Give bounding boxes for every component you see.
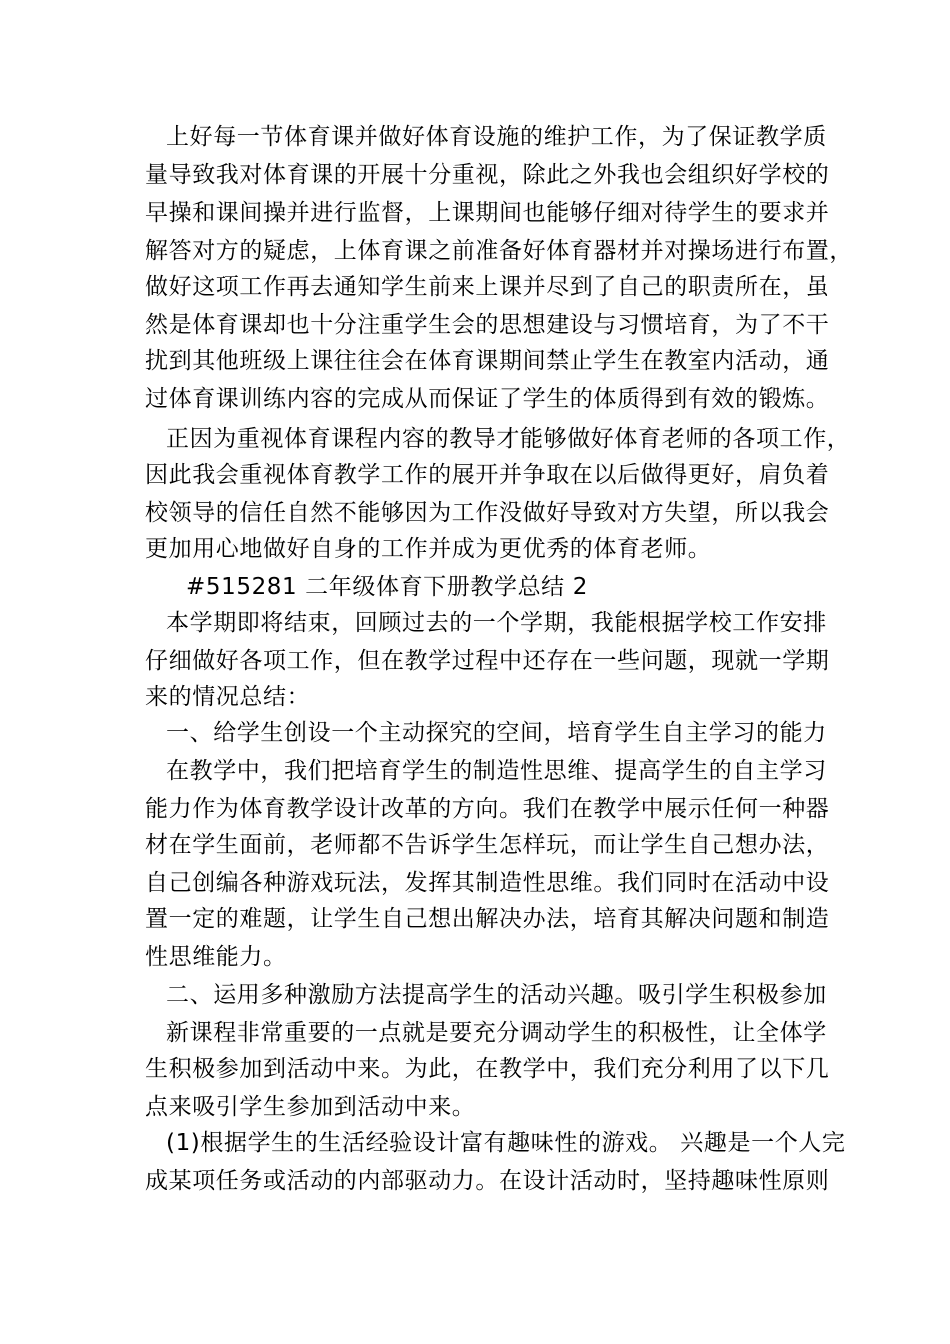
text-line: 校领导的信任自然不能够因为工作没做好导致对方失望，所以我会 [145, 500, 830, 526]
text-line: 解答对方的疑虑，上体育课之前准备好体育器材并对操场进行布置， [145, 238, 853, 264]
text-line: 来的情况总结： [145, 684, 311, 710]
text-line: 成某项任务或活动的内部驱动力。在设计活动时，坚持趣味性原则 [145, 1168, 830, 1194]
text-line: 因此我会重视体育教学工作的展开并争取在以后做得更好，肩负着 [145, 462, 830, 488]
text-line: 量导致我对体育课的开展十分重视，除此之外我也会组织好学校的 [145, 162, 830, 188]
text-line: 扰到其他班级上课往往会在体育课期间禁止学生在教室内活动，通 [145, 348, 830, 374]
text-line: (1)根据学生的生活经验设计富有趣味性的游戏。 兴趣是一个人完 [166, 1130, 846, 1156]
text-line: 生积极参加到活动中来。为此，在教学中，我们充分利用了以下几 [145, 1056, 830, 1082]
text-line: 早操和课间操并进行监督，上课期间也能够仔细对待学生的要求并 [145, 200, 830, 226]
text-line: 更加用心地做好自身的工作并成为更优秀的体育老师。 [145, 536, 712, 562]
text-line: 置一定的难题，让学生自己想出解决办法，培育其解决问题和制造 [145, 906, 830, 932]
text-line: 新课程非常重要的一点就是要充分调动学生的积极性，让全体学 [166, 1020, 827, 1046]
text-line: 过体育课训练内容的完成从而保证了学生的体质得到有效的锻炼。 [145, 386, 830, 412]
subsection-heading: 二、运用多种激励方法提高学生的活动兴趣。吸引学生积极参加 [166, 982, 827, 1008]
text-line: 上好每一节体育课并做好体育设施的维护工作，为了保证教学质 [166, 124, 827, 150]
text-line: 在教学中，我们把培育学生的制造性思维、提高学生的自主学习 [166, 758, 827, 784]
text-line: 仔细做好各项工作，但在教学过程中还存在一些问题，现就一学期 [145, 648, 830, 674]
text-line: 材在学生面前，老师都不告诉学生怎样玩，而让学生自己想办法， [145, 832, 830, 858]
text-line: 做好这项工作再去通知学生前来上课并尽到了自己的职责所在，虽 [145, 274, 830, 300]
text-line: 本学期即将结束，回顾过去的一个学期，我能根据学校工作安排 [166, 610, 827, 636]
section-heading: #515281 二年级体育下册教学总结 2 [186, 574, 588, 600]
subsection-heading: 一、给学生创设一个主动探究的空间，培育学生自主学习的能力 [166, 720, 827, 746]
text-line: 自己创编各种游戏玩法，发挥其制造性思维。我们同时在活动中设 [145, 870, 830, 896]
text-line: 能力作为体育教学设计改革的方向。我们在教学中展示任何一种器 [145, 796, 830, 822]
text-line: 然是体育课却也十分注重学生会的思想建设与习惯培育，为了不干 [145, 312, 830, 338]
text-line: 性思维能力。 [145, 944, 287, 970]
text-line: 点来吸引学生参加到活动中来。 [145, 1094, 476, 1120]
text-line: 正因为重视体育课程内容的教导才能够做好体育老师的各项工作， [166, 426, 851, 452]
